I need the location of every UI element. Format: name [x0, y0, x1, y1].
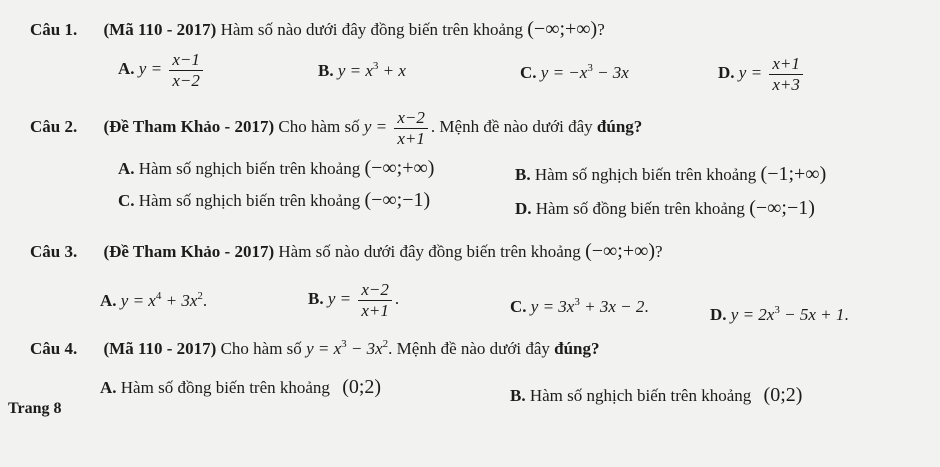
option-label: D. — [710, 305, 727, 324]
option-label: D. — [515, 199, 532, 218]
option-text: Hàm số nghịch biến trên khoảng — [534, 165, 757, 184]
option-end: . — [844, 305, 849, 324]
option-lhs: y = x — [120, 291, 156, 310]
question-1-source: (Mã 110 - 2017) — [103, 20, 217, 39]
option-text: Hàm số nghịch biến trên khoảng — [529, 386, 752, 405]
option-rest: + 3x − 2 — [584, 297, 645, 316]
option-interval: (0;2) — [342, 376, 382, 398]
question-1-number: Câu 1. — [30, 20, 78, 39]
fraction-denominator: x−2 — [169, 70, 203, 91]
option-text: Hàm số nghịch biến trên khoảng — [138, 191, 361, 210]
option-label: A. — [118, 159, 135, 178]
question-2-option-c — [118, 189, 430, 212]
question-1-option-c — [520, 62, 629, 83]
question-3-option-b — [308, 280, 399, 320]
question-2-stem2: . Mệnh đề nào dưới đây — [430, 116, 593, 136]
fraction — [169, 50, 203, 90]
question-3-stem: Hàm số nào dưới đây đồng biến trên khoảng — [278, 242, 581, 261]
question-3-source: (Đề Tham Khảo - 2017) — [103, 242, 275, 261]
question-4-stem: Cho hàm số — [220, 339, 302, 358]
question-2-stem: Cho hàm số — [278, 116, 360, 136]
fraction-denominator: x+1 — [394, 128, 428, 149]
fraction-numerator: x−1 — [172, 50, 200, 69]
exponent: 2 — [382, 338, 389, 350]
fraction-denominator: x+1 — [358, 300, 392, 321]
option-interval: (−∞;−1) — [749, 197, 815, 219]
question-2-option-b — [515, 163, 826, 186]
option-mid: + 3x — [165, 291, 198, 310]
option-interval: (0;2) — [763, 384, 803, 406]
question-1-interval: (−∞;+∞) — [527, 18, 598, 40]
function-lhs: y = x — [306, 339, 342, 358]
exponent: 3 — [372, 60, 379, 72]
option-label: D. — [718, 62, 735, 82]
option-interval: (−∞;−1) — [364, 189, 431, 211]
option-label: B. — [515, 165, 531, 184]
option-label: C. — [118, 191, 135, 210]
question-2-option-d — [515, 197, 815, 220]
question-3-header — [30, 240, 663, 263]
function-lhs: y = — [363, 116, 388, 136]
option-interval: (−∞;+∞) — [364, 157, 435, 179]
option-rest: − 5x + 1 — [784, 305, 845, 324]
exponent: 2 — [197, 290, 203, 302]
option-text: Hàm số đồng biến trên khoảng — [535, 199, 745, 218]
option-lhs: y = x — [337, 61, 373, 80]
question-3-option-a — [100, 290, 207, 311]
option-text: Hàm số nghịch biến trên khoảng — [138, 159, 361, 178]
fraction — [358, 280, 392, 320]
fraction-numerator: x−2 — [361, 280, 389, 299]
option-label: A. — [118, 58, 135, 78]
fraction-numerator: x+1 — [772, 54, 800, 73]
exponent: 3 — [574, 296, 580, 308]
question-1-option-b — [318, 60, 406, 81]
question-3-interval: (−∞;+∞) — [585, 240, 656, 262]
fraction-numerator: x−2 — [397, 108, 425, 127]
exponent: 3 — [587, 62, 593, 74]
option-label: A. — [100, 378, 117, 397]
question-3-number: Câu 3. — [30, 242, 78, 261]
question-3-option-c — [510, 296, 649, 317]
question-4-option-b — [510, 384, 802, 407]
question-4-header — [30, 338, 600, 359]
question-2-emphasis: đúng? — [596, 116, 643, 136]
option-end: . — [644, 297, 649, 316]
option-lhs: y = 3x — [530, 297, 575, 316]
question-4-stem2: . Mệnh đề nào dưới đây — [388, 339, 550, 358]
fraction — [394, 108, 428, 148]
option-lhs: y = — [738, 62, 763, 82]
option-text: Hàm số đồng biến trên khoảng — [120, 378, 330, 397]
question-2-source: (Đề Tham Khảo - 2017) — [103, 116, 275, 136]
exponent: 4 — [155, 290, 162, 302]
option-lhs: y = −x — [540, 63, 588, 82]
exponent: 3 — [774, 304, 780, 316]
fraction — [769, 54, 803, 94]
page-number: Trang 8 — [8, 400, 62, 417]
question-2-option-a — [118, 157, 434, 180]
question-1-end: ? — [597, 20, 605, 39]
exponent: 3 — [341, 338, 347, 350]
option-end: . — [202, 291, 208, 310]
option-label: C. — [520, 63, 537, 82]
question-1-option-d — [718, 54, 806, 94]
question-3-end: ? — [655, 242, 663, 261]
option-lhs: y = — [327, 288, 352, 308]
question-4-option-a — [100, 376, 381, 399]
function-mid: − 3x — [350, 339, 383, 358]
question-3-option-d — [710, 304, 849, 325]
option-label: B. — [318, 61, 334, 80]
option-lhs: y = — [138, 58, 163, 78]
question-2-header — [30, 108, 642, 148]
option-label: A. — [100, 291, 117, 310]
question-4-source: (Mã 110 - 2017) — [103, 339, 217, 358]
option-lhs: y = 2x — [730, 305, 775, 324]
option-label: C. — [510, 297, 527, 316]
question-1-header — [30, 18, 605, 41]
question-4-emphasis: đúng? — [554, 339, 600, 358]
question-2-number: Câu 2. — [30, 116, 78, 136]
option-label: B. — [510, 386, 526, 405]
option-label: B. — [308, 288, 324, 308]
option-end: . — [394, 288, 400, 308]
option-rest: + x — [382, 61, 406, 80]
option-rest: − 3x — [597, 63, 629, 82]
fraction-denominator: x+3 — [769, 74, 803, 95]
question-4-number: Câu 4. — [30, 339, 78, 358]
question-1-stem: Hàm số nào dưới đây đồng biến trên khoảng — [220, 20, 524, 39]
question-1-option-a — [118, 50, 206, 90]
option-interval: (−1;+∞) — [760, 163, 827, 185]
